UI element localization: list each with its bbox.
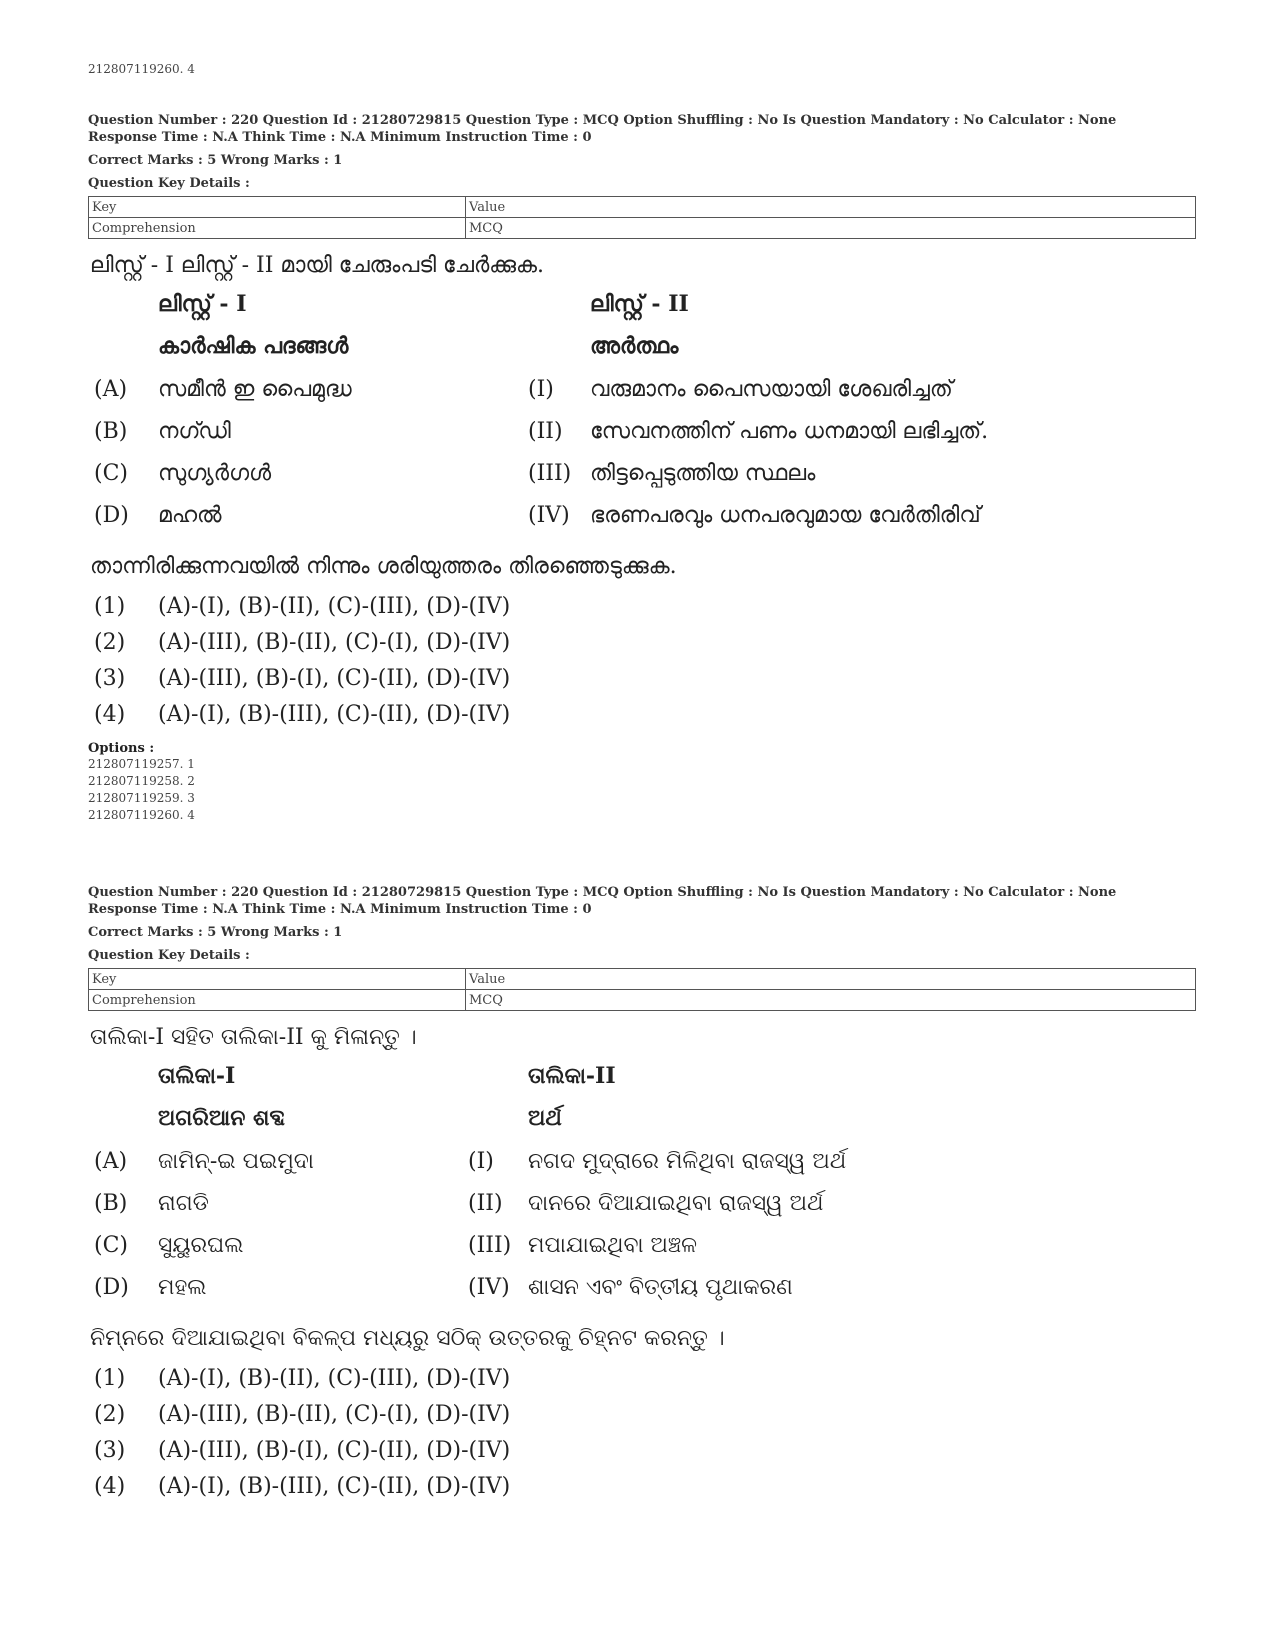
item-label: (A) [94,1149,128,1174]
option-text: (A)-(III), (B)-(I), (C)-(II), (D)-(IV) [158,1438,511,1463]
list-item [88,419,1188,459]
item-meaning: ଶାସନ ଏବଂ ବିତ୍ତୀୟ ପୃଥାକରଣ [528,1275,793,1300]
question-block-malayalam [88,112,1198,824]
item-meaning: ଦାନରେ ଦିଆଯାଇଥିବା ରାଜସ୍ୱ ଅର୍ଥ [528,1191,824,1216]
list1-title: ലിസ്റ്റ് - I [158,291,247,317]
option-text: (A)-(III), (B)-(II), (C)-(I), (D)-(IV) [158,630,511,655]
question-meta: Question Number : 220 Question Id : 21280729815 Question Type : MCQ Option Shuffling : No Is Question Mandatory : No Calculator : None [88,113,1117,128]
option-text: (A)-(III), (B)-(II), (C)-(I), (D)-(IV) [158,1402,511,1427]
item-numeral: (IV) [528,503,570,528]
value-cell: MCQ [466,218,1196,239]
item-label: (B) [94,1191,128,1216]
item-label: (C) [94,1233,128,1258]
answer-option [88,589,1198,625]
item-term: ମହଲ [158,1275,207,1300]
list-item [88,1149,1188,1189]
key-details-label: Question Key Details : [88,948,250,963]
answer-option [88,1361,1198,1397]
item-term: ସୁୟୁରଘଲ [158,1233,244,1258]
list1-subtitle: ଅଗରିଆନ ଶବ୍ଦ [158,1105,285,1131]
list1-subtitle: കാർഷിക പദങ്ങൾ [158,333,349,359]
list1-title: ତାଲିକା-I [158,1063,236,1089]
option-number: (4) [94,702,126,727]
option-id: 212807119257. 1 [88,757,195,771]
list-item [88,503,1188,543]
question-marks: Correct Marks : 5 Wrong Marks : 1 [88,153,343,168]
match-lists [88,1063,1198,1349]
item-label: (B) [94,419,128,444]
table-row [89,197,1196,218]
item-numeral: (II) [468,1191,503,1216]
list2-subtitle: ଅର୍ଥ [528,1105,562,1131]
value-cell: MCQ [466,990,1196,1011]
answer-option [88,625,1198,661]
value-header: Value [466,197,1196,218]
option-text: (A)-(I), (B)-(III), (C)-(II), (D)-(IV) [158,702,511,727]
item-label: (D) [94,1275,129,1300]
previous-option-id: 212807119260. 4 [88,62,195,76]
item-term: മഹൽ [158,503,222,528]
table-row [89,969,1196,990]
question-title: ତାଲିକା-I ସହିତ ତାଲିକା-II କୁ ମିଳାନ୍ତୁ । [90,1025,417,1050]
item-term: സമീൻ ഇ പൈമുദ്ധ [158,377,352,402]
table-row [89,218,1196,239]
option-text: (A)-(III), (B)-(I), (C)-(II), (D)-(IV) [158,666,511,691]
list-item [88,1233,1188,1273]
item-numeral: (IV) [468,1275,510,1300]
question-instruction: ନିମ୍ନରେ ଦିଆଯାଇଥିବା ବିକଳ୍ପ ମଧ୍ୟରୁ ସଠିକ୍ ଉତ୍ତରକୁ ଚିହ୍ନଟ କରନ୍ତୁ । [90,1326,725,1351]
answer-option [88,697,1198,733]
list-item [88,377,1188,417]
item-label: (D) [94,503,129,528]
option-text: (A)-(I), (B)-(II), (C)-(III), (D)-(IV) [158,594,511,619]
option-number: (2) [94,630,126,655]
item-meaning: ମପାଯାଇଥିବା ଅଞ୍ଚଳ [528,1233,698,1258]
key-details-label: Question Key Details : [88,176,250,191]
match-lists [88,291,1198,577]
list2-subtitle: അർത്ഥം [590,333,679,359]
answer-option [88,1469,1198,1505]
key-details-table [88,968,1196,1011]
item-label: (A) [94,377,128,402]
question-block-odia [88,884,1198,1505]
option-id: 212807119260. 4 [88,808,195,822]
question-timing: Response Time : N.A Think Time : N.A Minimum Instruction Time : 0 [88,902,592,917]
item-label: (C) [94,461,128,486]
key-details-table [88,196,1196,239]
question-instruction: താന്നിരിക്കുന്നവയിൽ നിന്നും ശരിയുത്തരം തിരഞ്ഞെടുക്കുക. [90,554,677,579]
item-numeral: (III) [468,1233,512,1258]
question-marks: Correct Marks : 5 Wrong Marks : 1 [88,925,343,940]
question-title: ലിസ്റ്റ് - I ലിസ്റ്റ് - II മായി ചേരുംപടി ചേർക്കുക. [90,253,545,278]
key-cell: Comprehension [89,218,466,239]
option-text: (A)-(I), (B)-(III), (C)-(II), (D)-(IV) [158,1474,511,1499]
item-numeral: (III) [528,461,572,486]
list-item [88,1275,1188,1315]
option-id: 212807119258. 2 [88,774,195,788]
item-numeral: (I) [528,377,554,402]
answer-option [88,1397,1198,1433]
value-header: Value [466,969,1196,990]
option-number: (3) [94,666,126,691]
item-term: നഗ്ഡി [158,419,231,444]
option-number: (1) [94,594,126,619]
option-number: (1) [94,1366,126,1391]
item-term: സുഗ്യർഗൾ [158,461,272,486]
question-meta: Question Number : 220 Question Id : 21280729815 Question Type : MCQ Option Shuffling : No Is Question Mandatory : No Calculator : None [88,885,1117,900]
list-item [88,1191,1188,1231]
item-term: ନାଗଡି [158,1191,209,1216]
key-header: Key [89,969,466,990]
list2-title: ତାଲିକା-II [528,1063,616,1089]
table-row [89,990,1196,1011]
item-meaning: തിട്ടപ്പെടുത്തിയ സ്ഥലം [590,461,816,486]
option-text: (A)-(I), (B)-(II), (C)-(III), (D)-(IV) [158,1366,511,1391]
options-label: Options : [88,741,155,756]
item-numeral: (II) [528,419,563,444]
option-number: (4) [94,1474,126,1499]
list-item [88,461,1188,501]
item-meaning: ନଗଦ ମୁଦ୍ରାରେ ମିଳିଥିବା ରାଜସ୍ୱ ଅର୍ଥ [528,1149,847,1174]
item-term: ଜାମିନ୍-ଇ ପଇମୁଦା [158,1149,314,1174]
item-meaning: ഭരണപരവും ധനപരവുമായ വേർതിരിവ് [590,503,981,528]
option-id: 212807119259. 3 [88,791,195,805]
key-header: Key [89,197,466,218]
answer-option [88,1433,1198,1469]
list2-title: ലിസ്റ്റ് - II [590,291,689,317]
question-timing: Response Time : N.A Think Time : N.A Minimum Instruction Time : 0 [88,130,592,145]
item-numeral: (I) [468,1149,494,1174]
item-meaning: വരുമാനം പൈസയായി ശേഖരിച്ചത് [590,377,953,402]
option-number: (2) [94,1402,126,1427]
item-meaning: സേവനത്തിന് പണം ധനമായി ലഭിച്ചത്. [590,419,989,444]
answer-option [88,661,1198,697]
key-cell: Comprehension [89,990,466,1011]
option-number: (3) [94,1438,126,1463]
